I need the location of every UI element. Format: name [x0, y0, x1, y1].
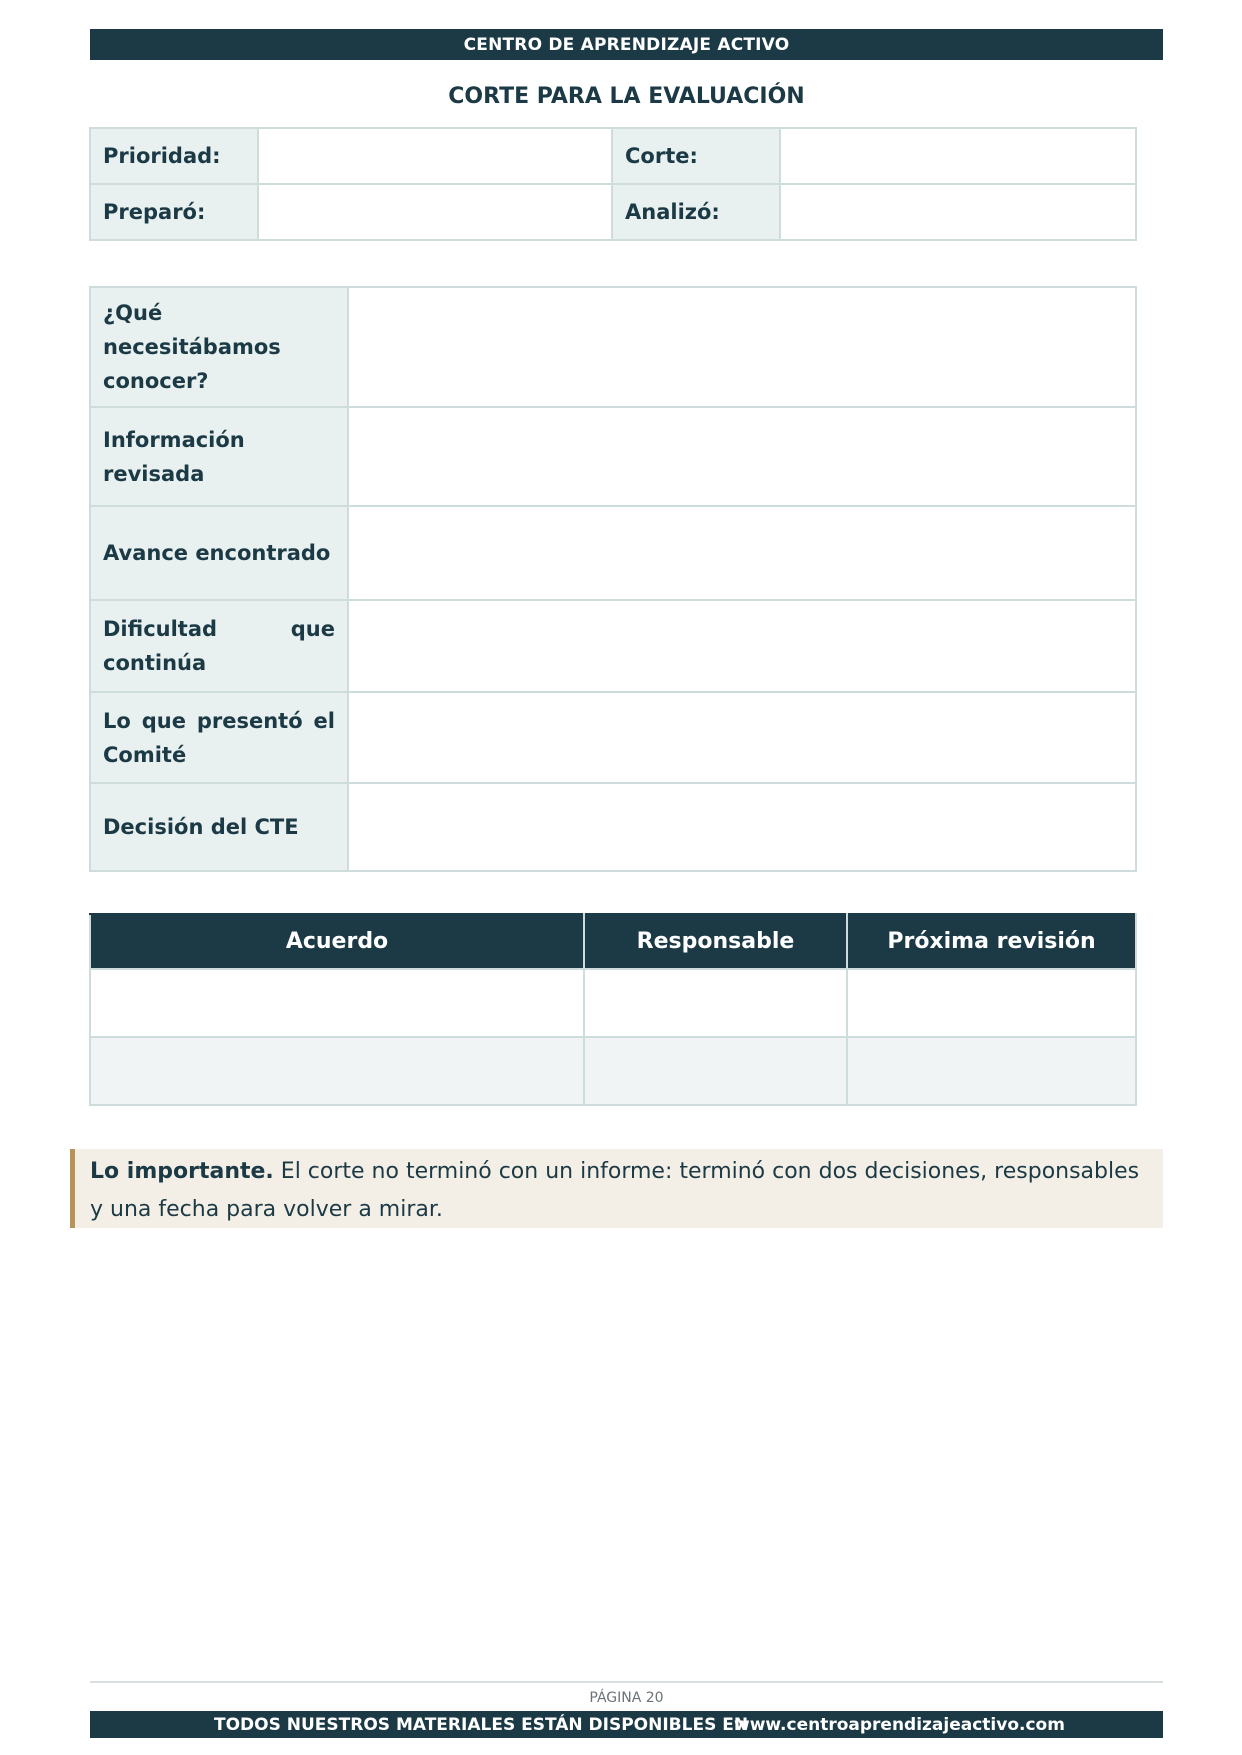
- table-row: [90, 783, 1136, 871]
- table-row: [90, 506, 1136, 600]
- cut-field[interactable]: [780, 128, 1136, 184]
- table-row: [90, 128, 1136, 184]
- responsible-cell[interactable]: [584, 969, 847, 1037]
- progress-found-label: Avance encontrado: [90, 506, 348, 600]
- need-to-know-field[interactable]: [348, 287, 1136, 407]
- agreement-cell[interactable]: [90, 969, 584, 1037]
- important-note: [70, 1149, 1163, 1228]
- next-review-header: Próxima revisión: [847, 914, 1136, 969]
- next-review-cell[interactable]: [847, 969, 1136, 1037]
- information-reviewed-field[interactable]: [348, 407, 1136, 506]
- cut-label: Corte:: [612, 128, 780, 184]
- cte-decision-field[interactable]: [348, 783, 1136, 871]
- table-row: [90, 184, 1136, 240]
- ongoing-difficulty-field[interactable]: [348, 600, 1136, 692]
- information-reviewed-label: Información revisada: [90, 407, 348, 506]
- progress-found-field[interactable]: [348, 506, 1136, 600]
- priority-field[interactable]: [258, 128, 612, 184]
- analyzed-by-field[interactable]: [780, 184, 1136, 240]
- info-table: [89, 127, 1137, 241]
- ongoing-difficulty-label: Dificultad que continúa: [90, 600, 348, 692]
- cte-decision-label: Decisión del CTE: [90, 783, 348, 871]
- header-title: CENTRO DE APRENDIZAJE ACTIVO: [463, 34, 790, 55]
- footer-url-link[interactable]: www.centroaprendizajeactivo.com: [734, 1715, 1065, 1735]
- footer-text: TODOS NUESTROS MATERIALES ESTÁN DISPONIBLES EN: [214, 1715, 749, 1735]
- footer-bar: [90, 1711, 1163, 1738]
- table-row: [90, 1037, 1136, 1105]
- committee-presented-field[interactable]: [348, 692, 1136, 783]
- footer-divider: [90, 1681, 1163, 1683]
- header-bar: [90, 29, 1163, 60]
- table-header-row: [90, 914, 1136, 969]
- analyzed-by-label: Analizó:: [612, 184, 780, 240]
- document-title: CORTE PARA LA EVALUACIÓN: [448, 84, 805, 109]
- responsible-cell[interactable]: [584, 1037, 847, 1105]
- prepared-by-label: Preparó:: [90, 184, 258, 240]
- agreement-header: Acuerdo: [90, 914, 584, 969]
- page-number: PÁGINA 20: [589, 1690, 664, 1706]
- next-review-cell[interactable]: [847, 1037, 1136, 1105]
- responsible-header: Responsable: [584, 914, 847, 969]
- prepared-by-field[interactable]: [258, 184, 612, 240]
- table-row: [90, 692, 1136, 783]
- need-to-know-label: ¿Qué necesitábamos conocer?: [90, 287, 348, 407]
- table-row: [90, 969, 1136, 1037]
- priority-label: Prioridad:: [90, 128, 258, 184]
- table-row: [90, 287, 1136, 407]
- table-row: [90, 600, 1136, 692]
- agreement-cell[interactable]: [90, 1037, 584, 1105]
- review-table: [89, 286, 1137, 872]
- note-text: El corte no terminó con un informe: terminó con dos decisiones, responsables y una fecha para volver a mirar.: [90, 1159, 1140, 1222]
- committee-presented-label: Lo que presentó el Comité: [90, 692, 348, 783]
- agreements-table: [89, 913, 1137, 1106]
- table-row: [90, 407, 1136, 506]
- note-lead: Lo importante.: [90, 1159, 274, 1184]
